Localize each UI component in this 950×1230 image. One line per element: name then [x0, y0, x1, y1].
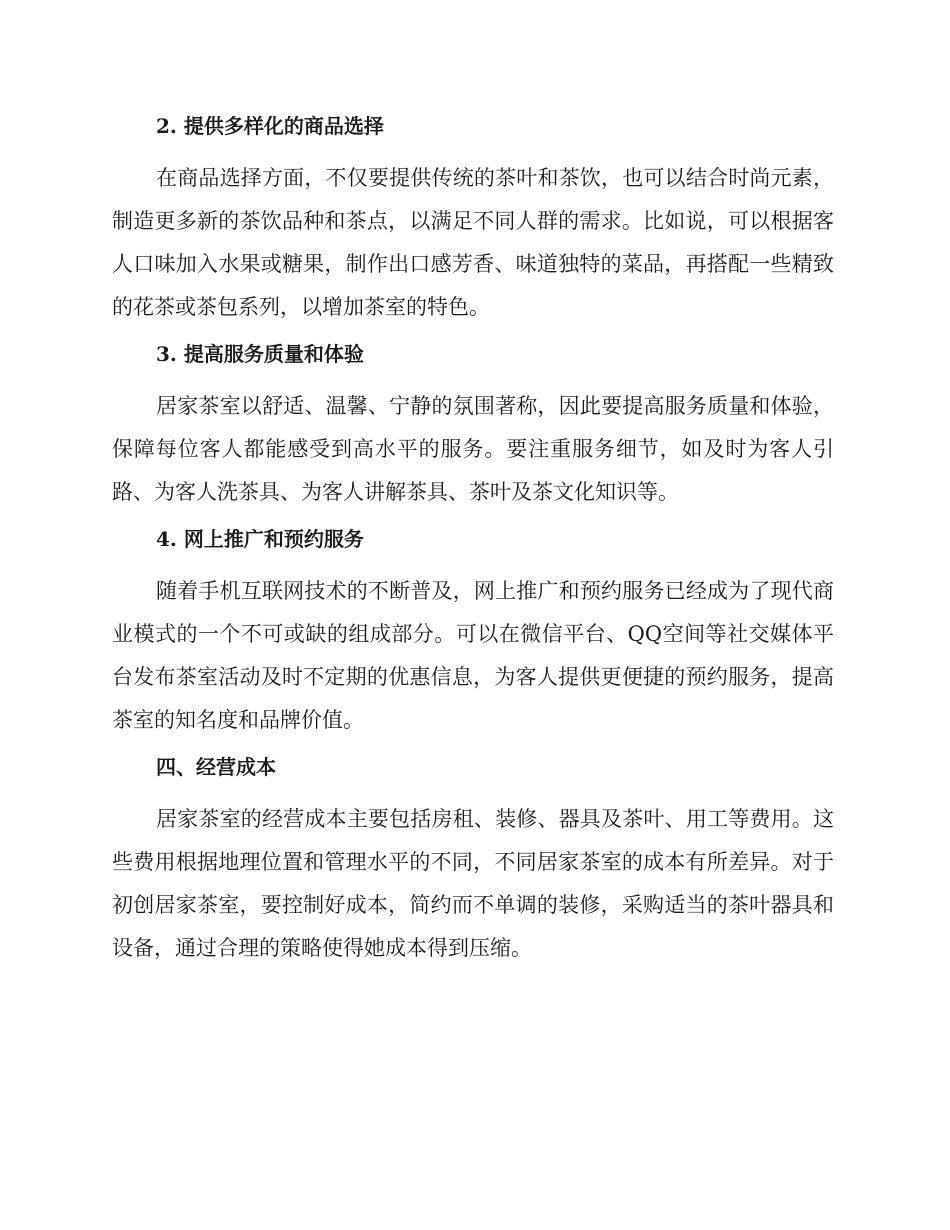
document-page	[112, 108, 834, 970]
section-body-service-quality: 居家茶室以舒适、温馨、宁静的氛围著称，因此要提高服务质量和体验，保障每位客人都能感受到高水平的服务。要注重服务细节，如及时为客人引路、为客人洗茶具、为客人讲解茶具、茶叶及茶文化知识等。	[112, 394, 834, 504]
section-heading-service-quality: 3. 提高服务质量和体验	[156, 342, 364, 366]
section-body-online-promotion: 随着手机互联网技术的不断普及，网上推广和预约服务已经成为了现代商业模式的一个不可或缺的组成部分。可以在微信平台、QQ空间等社交媒体平台发布茶室活动及时不定期的优惠信息，为客人提供更便捷的预约服务，提高茶室的知名度和品牌价值。	[112, 579, 834, 732]
section-heading-online-promotion: 4. 网上推广和预约服务	[156, 527, 364, 551]
section-body-operating-cost: 居家茶室的经营成本主要包括房租、装修、器具及茶叶、用工等费用。这些费用根据地理位置和管理水平的不同，不同居家茶室的成本有所差异。对于初创居家茶室，要控制好成本，简约而不单调的装修，采购适当的茶叶器具和设备，通过合理的策略使得她成本得到压缩。	[112, 807, 834, 960]
section-heading-operating-cost: 四、经营成本	[156, 755, 276, 779]
section-body-product-selection: 在商品选择方面，不仅要提供传统的茶叶和茶饮，也可以结合时尚元素，制造更多新的茶饮品种和茶点，以满足不同人群的需求。比如说，可以根据客人口味加入水果或糖果，制作出口感芳香、味道独特的菜品，再搭配一些精致的花茶或茶包系列，以增加茶室的特色。	[112, 166, 834, 319]
section-heading-product-selection: 2. 提供多样化的商品选择	[156, 114, 384, 138]
